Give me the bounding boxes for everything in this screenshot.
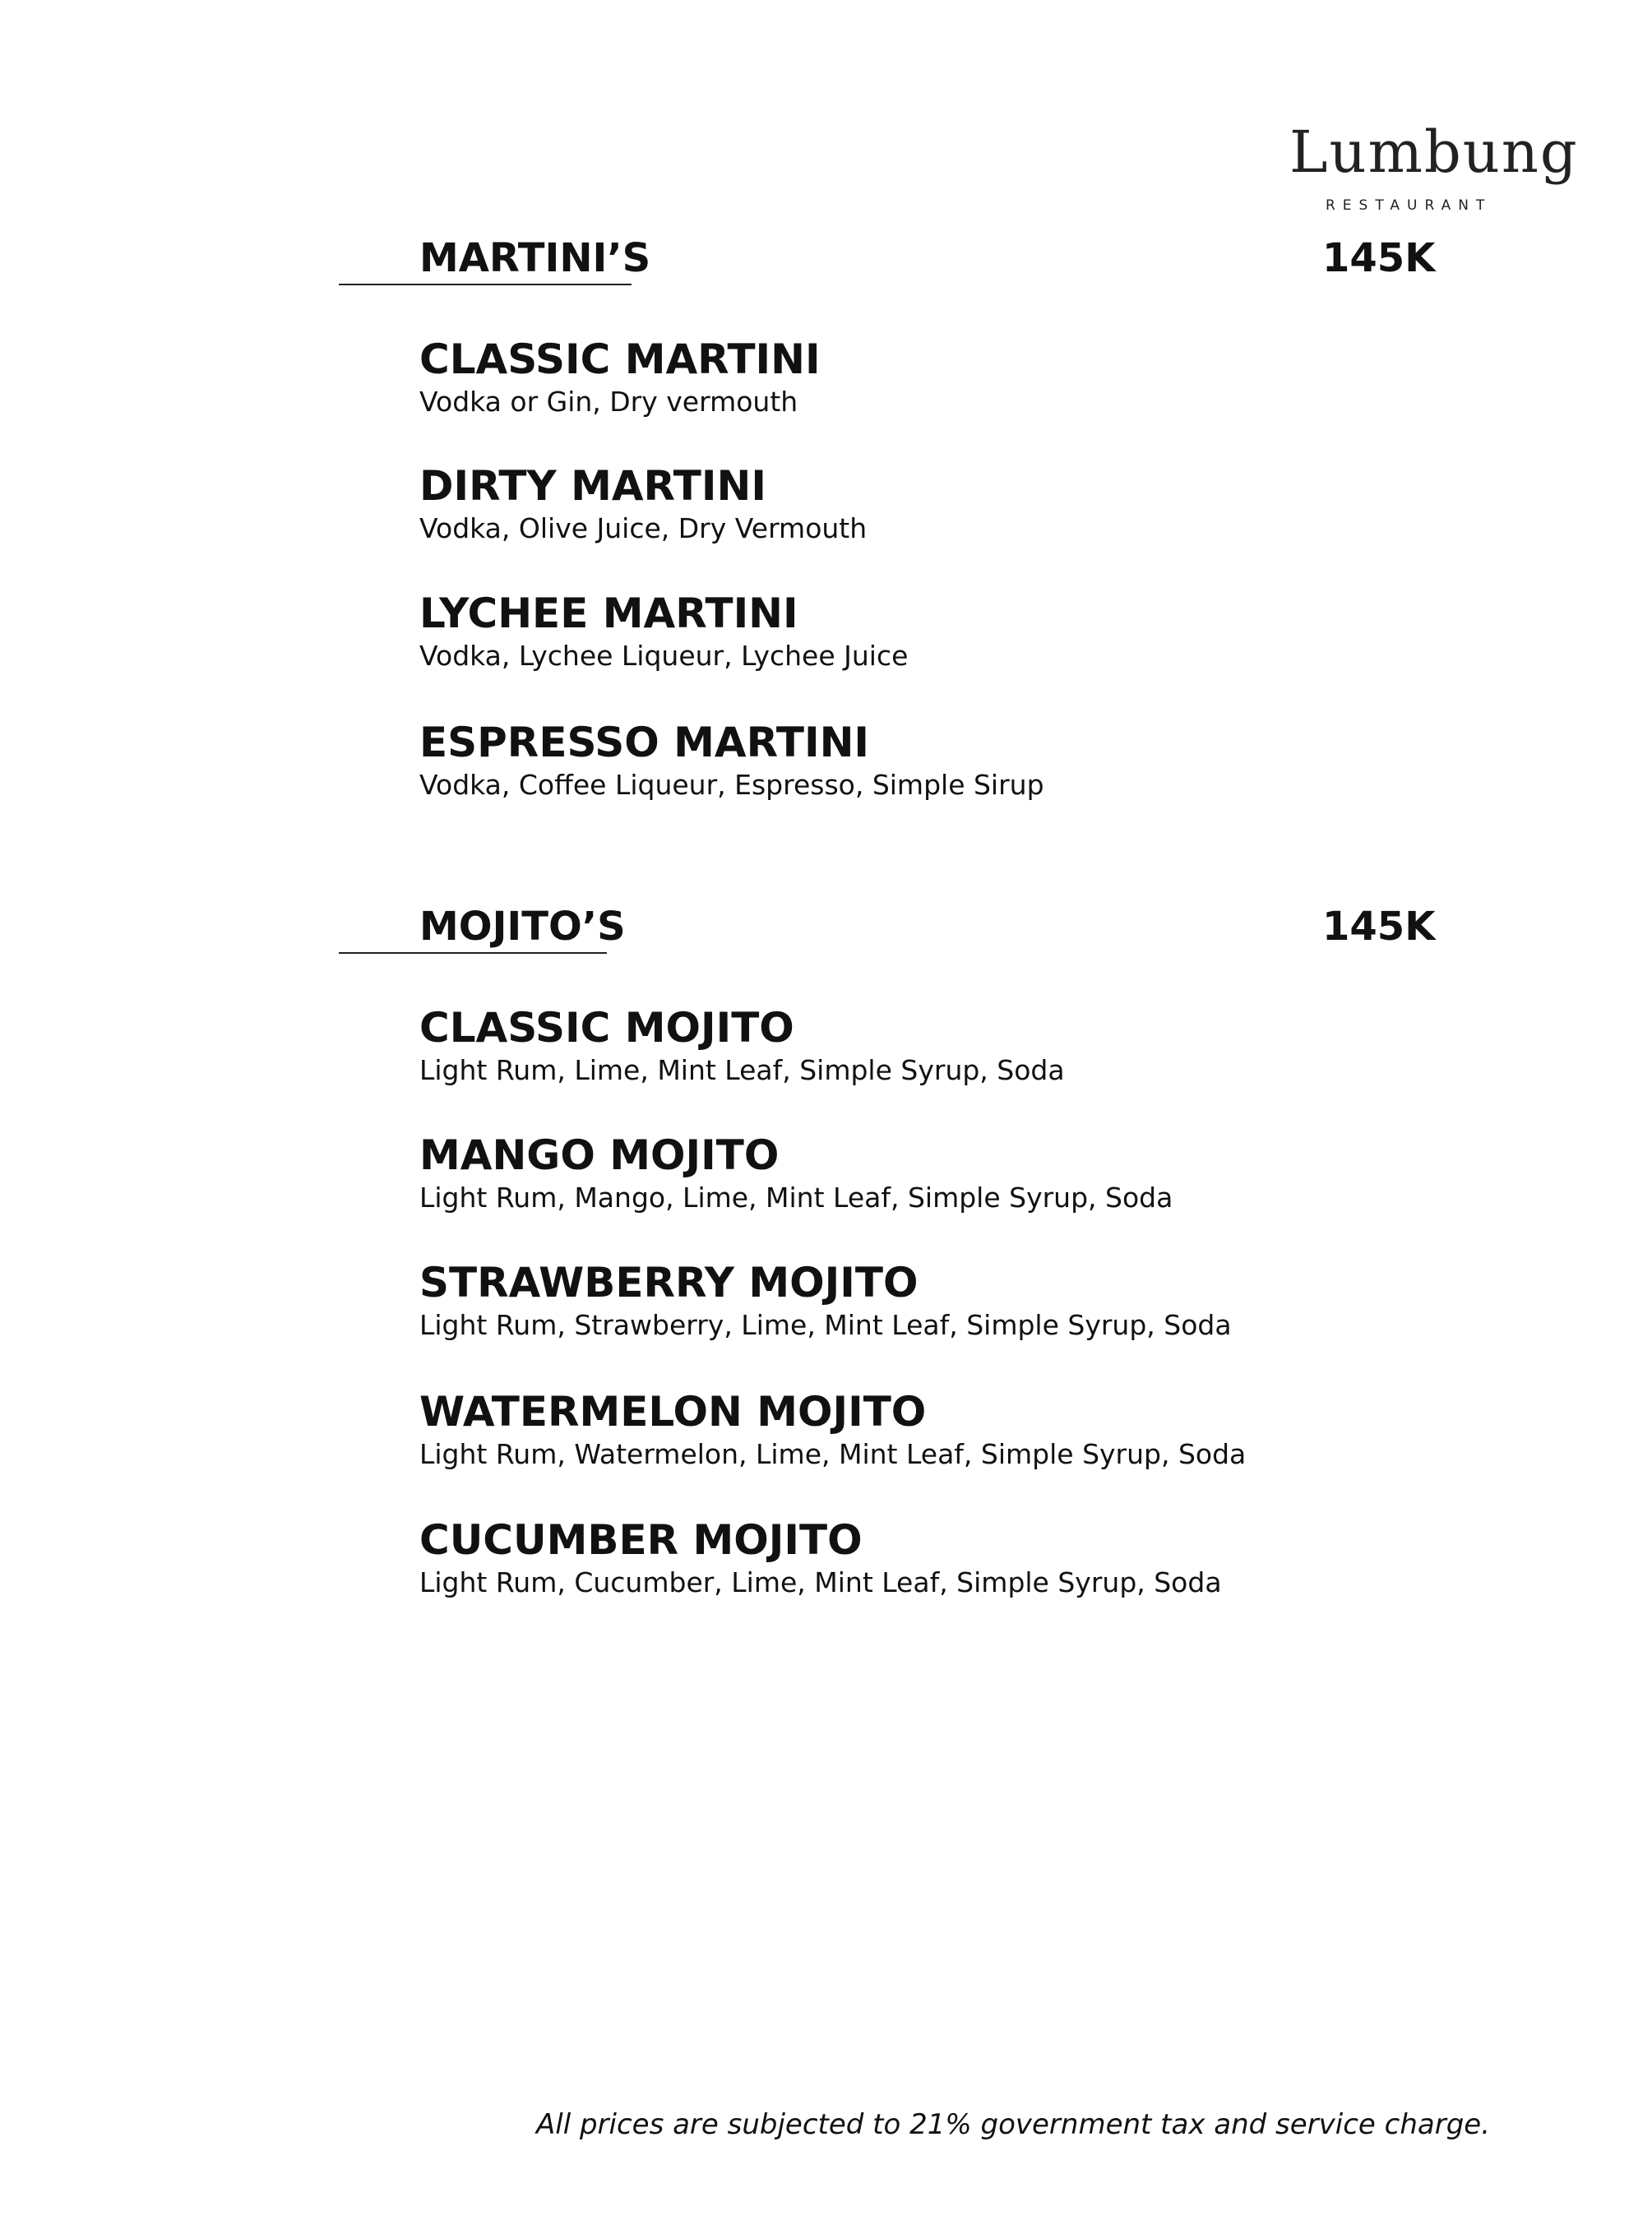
item-description: Vodka or Gin, Dry vermouth bbox=[419, 386, 798, 418]
item-name: CUCUMBER MOJITO bbox=[419, 1516, 863, 1564]
item-name: DIRTY MARTINI bbox=[419, 462, 766, 510]
section-title-mojitos: MOJITO’S bbox=[419, 904, 626, 950]
item-name: WATERMELON MOJITO bbox=[419, 1388, 927, 1436]
item-description: Light Rum, Lime, Mint Leaf, Simple Syrup, Soda bbox=[419, 1054, 1065, 1086]
item-description: Vodka, Coffee Liqueur, Espresso, Simple Sirup bbox=[419, 769, 1044, 801]
section-divider-martinis bbox=[339, 284, 632, 285]
menu-item bbox=[419, 1516, 1488, 1598]
item-description: Vodka, Lychee Liqueur, Lychee Juice bbox=[419, 640, 909, 672]
tax-disclaimer: All prices are subjected to 21% government tax and service charge. bbox=[536, 2108, 1491, 2141]
item-description: Vodka, Olive Juice, Dry Vermouth bbox=[419, 512, 868, 544]
item-name: CLASSIC MOJITO bbox=[419, 1004, 794, 1052]
item-name: CLASSIC MARTINI bbox=[419, 335, 821, 383]
menu-item bbox=[419, 462, 1488, 544]
section-price-mojitos: 145K bbox=[1322, 904, 1436, 950]
menu-item bbox=[419, 590, 1488, 672]
menu-item bbox=[419, 1131, 1488, 1214]
menu-item bbox=[419, 1004, 1488, 1086]
menu-item bbox=[419, 719, 1488, 801]
section-price-martinis: 145K bbox=[1322, 235, 1436, 281]
item-name: MANGO MOJITO bbox=[419, 1131, 780, 1179]
item-description: Light Rum, Mango, Lime, Mint Leaf, Simple Syrup, Soda bbox=[419, 1182, 1173, 1214]
logo-subtitle: RESTAURANT bbox=[1326, 197, 1492, 214]
section-divider-mojitos bbox=[339, 952, 607, 954]
menu-item bbox=[419, 1388, 1488, 1470]
item-name: STRAWBERRY MOJITO bbox=[419, 1259, 919, 1307]
menu-item bbox=[419, 335, 1488, 418]
item-name: LYCHEE MARTINI bbox=[419, 590, 798, 637]
item-name: ESPRESSO MARTINI bbox=[419, 719, 870, 766]
item-description: Light Rum, Watermelon, Lime, Mint Leaf, Simple Syrup, Soda bbox=[419, 1438, 1247, 1470]
section-title-martinis: MARTINI’S bbox=[419, 235, 651, 281]
logo-wordmark: Lumbung bbox=[1289, 118, 1579, 186]
item-description: Light Rum, Strawberry, Lime, Mint Leaf, Simple Syrup, Soda bbox=[419, 1309, 1232, 1341]
restaurant-logo bbox=[1283, 118, 1579, 222]
item-description: Light Rum, Cucumber, Lime, Mint Leaf, Simple Syrup, Soda bbox=[419, 1566, 1222, 1598]
menu-item bbox=[419, 1259, 1488, 1341]
